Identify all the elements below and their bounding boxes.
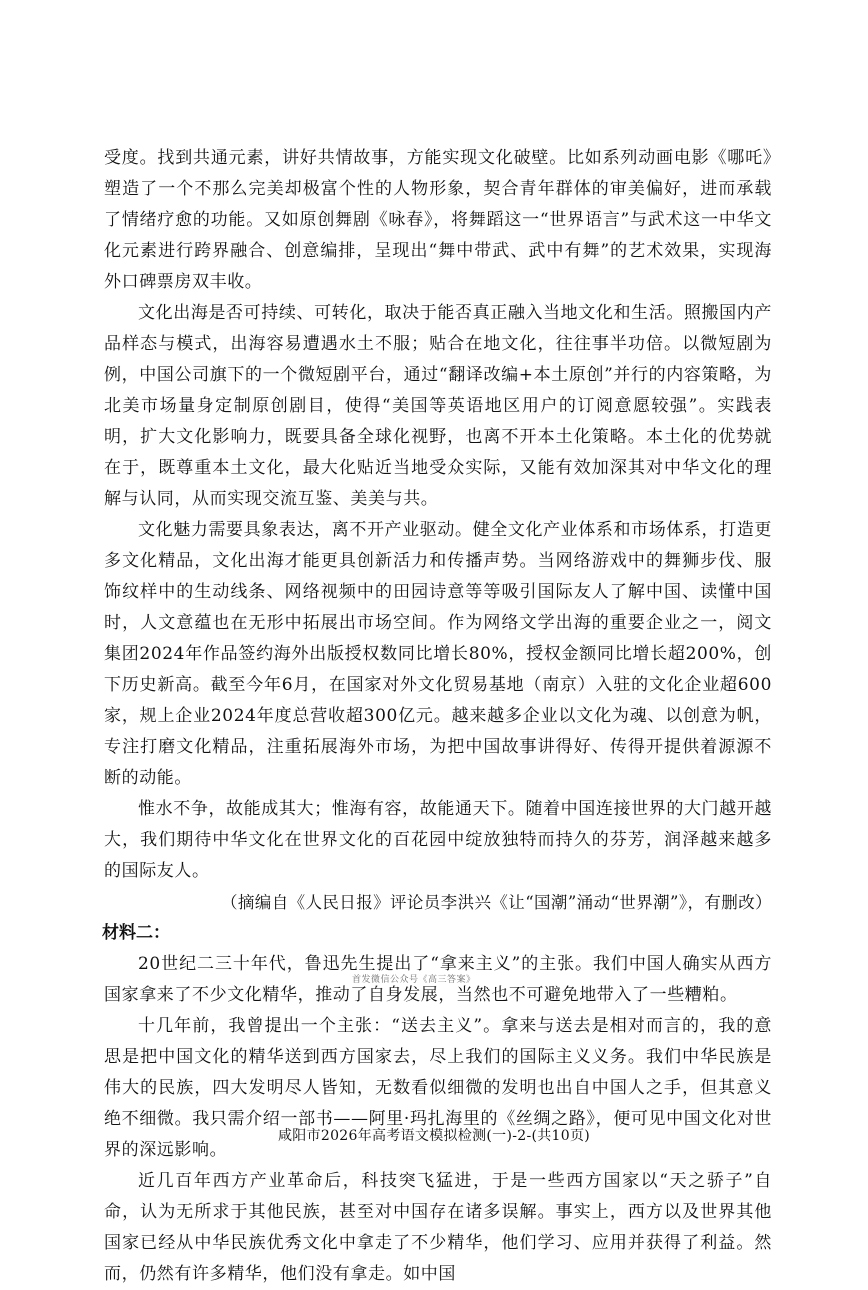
material-2-heading: 材料二： [102, 923, 170, 943]
material-text [104, 143, 772, 1290]
paragraph-1: 受度。找到共通元素，讲好共情故事，方能实现文化破壁。比如系列动画电影《哪吒》塑造了一个不那么完美却极富个性的人物形象，契合青年群体的审美偏好，进而承载了情绪疗愈的功能。又如原创舞剧《咏春》，将舞蹈这一“世界语言”与武术这一中华文化元素进行跨界融合、创意编排，呈现出“舞中带武、武中有舞”的艺术效果，实现海外口碑票房双丰收。 [104, 148, 772, 292]
material-2-paragraph-3: 近几百年西方产业革命后，科技突飞猛进，于是一些西方国家以“天之骄子”自命，认为无所求于其他民族，甚至对中国存在诸多误解。事实上，西方以及世界其他国家已经从中华民族优秀文化中拿走了不少精华，他们学习、应用并获得了利益。然而，仍然有许多精华，他们没有拿走。如中国 [104, 1171, 772, 1284]
material-2-paragraph-1: 20世纪二三十年代，鲁迅先生提出了“拿来主义”的主张。我们中国人确实从西方国家拿来了不少文化精华，推动了自身发展，当然也不可避免地带入了一些糟粕。 [104, 954, 772, 1005]
paragraph-3: 文化魅力需要具象表达，离不开产业驱动。健全文化产业体系和市场体系，打造更多文化精品，文化出海才能更具创新活力和传播声势。当网络游戏中的舞狮步伐、服饰纹样中的生动线条、网络视频中的田园诗意等等吸引国际友人了解中国、读懂中国时，人文意蕴也在无形中拓展出市场空间。作为网络文学出海的重要企业之一，阅文集团2024年作品签约海外出版授权数同比增长80%，授权金额同比增长超200%，创下历史新高。截至今年6月，在国家对外文化贸易基地（南京）入驻的文化企业超600家，规上企业2024年度总营收超300亿元。越来越多企业以文化为魂、以创意为帆，专注打磨文化精品，注重拓展海外市场，为把中国故事讲得好、传得开提供着源源不断的动能。 [104, 520, 772, 788]
watermark: 首发微信公众号《高三答案》 [352, 975, 476, 985]
material-2-paragraph-2: 十几年前，我曾提出一个主张：“送去主义”。拿来与送去是相对而言的，我的意思是把中国文化的精华送到西方国家去，尽上我们的国际主义义务。我们中华民族是伟大的民族，四大发明尽人皆知，无数看似细微的发明也出自中国人之手，但其意义绝不细微。我只需介绍一部书——阿里·玛扎海里的《丝绸之路》，便可见中国文化对世界的深远影响。 [104, 1016, 772, 1160]
paragraph-4: 惟水不争，故能成其大；惟海有容，故能通天下。随着中国连接世界的大门越开越大，我们期待中华文化在世界文化的百花园中绽放独特而持久的芬芳，润泽越来越多的国际友人。 [104, 799, 772, 881]
page-footer: 咸阳市2026年高考语文模拟检测(一)-2-(共10页) [277, 1128, 591, 1144]
paragraph-2: 文化出海是否可持续、可转化，取决于能否真正融入当地文化和生活。照搬国内产品样态与模式，出海容易遭遇水土不服；贴合在地文化，往往事半功倍。以微短剧为例，中国公司旗下的一个微短剧平台，通过“翻译改编+本土原创”并行的内容策略，为北美市场量身定制原创剧目，使得“美国等英语地区用户的订阅意愿较强”。实践表明，扩大文化影响力，既要具备全球化视野，也离不开本土化策略。本土化的优势就在于，既尊重本土文化，最大化贴近当地受众实际，又能有效加深其对中华文化的理解与认同，从而实现交流互鉴、美美与共。 [104, 303, 772, 509]
source-note: （摘编自《人民日报》评论员李洪兴《让“国潮”涌动“世界潮”》，有删改） [221, 893, 772, 912]
